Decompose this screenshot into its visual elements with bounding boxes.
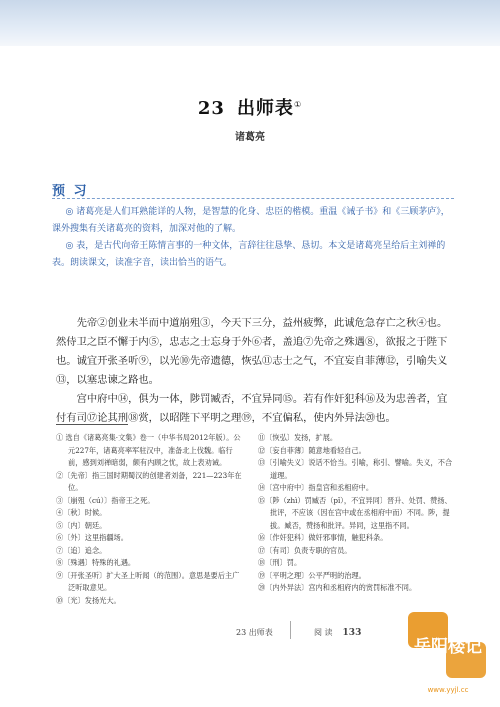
body-paragraph: 宫中府中⑭，俱为一体，陟罚臧否，不宜异同⑮。若有作奸犯科⑯及为忠善者，宜付有司⑰论其刑⑱赏，以昭陛下平明之理⑲，不宜偏私，使内外异法⑳也。 bbox=[56, 393, 448, 424]
footnote-divider bbox=[56, 424, 128, 425]
title-note-marker: ① bbox=[293, 100, 303, 109]
preview-section bbox=[52, 180, 454, 292]
footer-divider bbox=[290, 621, 291, 639]
page-number: 133 bbox=[342, 628, 362, 638]
footnote: ⑦〔追〕追念。 bbox=[56, 545, 107, 555]
watermark-logo-text: 岳阳楼记 bbox=[414, 637, 482, 657]
footnote: ⑪〔恢弘〕发扬，扩展。 bbox=[258, 433, 338, 442]
footnote: ⑥〔外〕这里指疆场。 bbox=[56, 533, 128, 542]
lesson-title bbox=[0, 94, 500, 120]
preview-divider bbox=[52, 198, 454, 199]
footnote: ⑯〔作奸犯科〕做奸邪事情，触犯科条。 bbox=[258, 533, 388, 542]
footnote: ① 选自《诸葛亮集·文集》卷一（中华书局2012年版）。公元227年，诸葛亮率军驻汉中，准备北上伐魏。临行前，感到刘禅暗弱，颇有内顾之忧，故上表劝诫。 bbox=[56, 433, 241, 467]
watermark-url: www.yyjl.cc bbox=[427, 686, 469, 694]
footnote: ⑨〔开张圣听〕扩大圣上听闻（的范围）。意思是要后主广泛听取意见。 bbox=[56, 570, 240, 592]
preview-text bbox=[52, 204, 454, 272]
footnote: ③〔崩殂（cú）〕指帝王之死。 bbox=[56, 495, 155, 505]
main-text bbox=[56, 314, 448, 428]
footnote: ⑲〔平明之理〕公平严明的治理。 bbox=[258, 570, 366, 580]
footnote: ④〔秋〕时候。 bbox=[56, 508, 107, 517]
footnotes-left-column bbox=[56, 432, 246, 607]
footnote: ⑳〔内外异法〕宫内和丞相府内的赏罚标准不同。 bbox=[258, 583, 417, 592]
preview-label: 预 习 bbox=[52, 184, 89, 199]
footnote: ⑩〔光〕发扬光大。 bbox=[56, 595, 121, 605]
footer-lesson-label: 23 出师表 bbox=[236, 628, 273, 637]
footer-section bbox=[314, 627, 361, 638]
body-paragraph: 先帝②创业未半而中道崩殂③，今天下三分，益州疲弊，此诚危急存亡之秋④也。然侍卫之臣不懈于内⑤，忠志之士忘身于外⑥者，盖追⑦先帝之殊遇⑧，欲报之于陛下也。诚宜开张圣听⑨，以光⑩先帝遗德，恢弘⑪志士之气，不宜妄自菲薄⑫，引喻失义⑬，以塞忠谏之路也。 bbox=[56, 317, 448, 386]
footnote: ⑰〔有司〕负责专职的官员。 bbox=[258, 545, 352, 555]
lesson-number: 23 bbox=[197, 98, 225, 119]
footnote: ⑮〔陟（zhì）罚臧否（pǐ），不宜异同〕晋升、处罚、赞扬、批评，不应该（因在宫中或在丞相府中而）不同。陟，提拔。臧否，赞扬和批评。异同，这里指不同。 bbox=[258, 495, 452, 530]
footnote: ⑬〔引喻失义〕说话不恰当。引喻，称引、譬喻。失义，不合道理。 bbox=[258, 458, 453, 480]
footnote: ⑧〔殊遇〕特殊的礼遇。 bbox=[56, 558, 136, 567]
preview-paragraph: ◎ 诸葛亮是人们耳熟能详的人物，是智慧的化身、忠臣的楷模。重温《诫子书》和《三顾茅庐》，课外搜集有关诸葛亮的资料，加深对他的了解。 bbox=[52, 207, 450, 234]
preview-paragraph: ◎ 表，是古代向帝王陈情言事的一种文体，言辞往往恳挚、恳切。本文是诸葛亮呈给后主刘禅的表。朗读课文，读准字音，读出恰当的语气。 bbox=[52, 241, 446, 268]
watermark-logo bbox=[402, 608, 494, 698]
footnotes-right-column bbox=[258, 432, 458, 595]
footer-section-label: 阅 读 bbox=[314, 628, 333, 637]
footnote: ⑤〔内〕朝廷。 bbox=[56, 520, 107, 530]
author-name: 诸葛亮 bbox=[235, 132, 265, 143]
top-color-band bbox=[0, 0, 500, 46]
lesson-title-text: 出师表 bbox=[236, 98, 294, 119]
footnote: ②〔先帝〕指三国时期蜀汉的创建者刘备，221—223年在位。 bbox=[56, 470, 242, 492]
footnote: ⑭〔宫中府中〕指皇宫和丞相府中。 bbox=[258, 483, 374, 492]
footnote: ⑱〔刑〕罚。 bbox=[258, 558, 302, 567]
footnote: ⑫〔妄自菲薄〕随意地看轻自己。 bbox=[258, 445, 366, 455]
